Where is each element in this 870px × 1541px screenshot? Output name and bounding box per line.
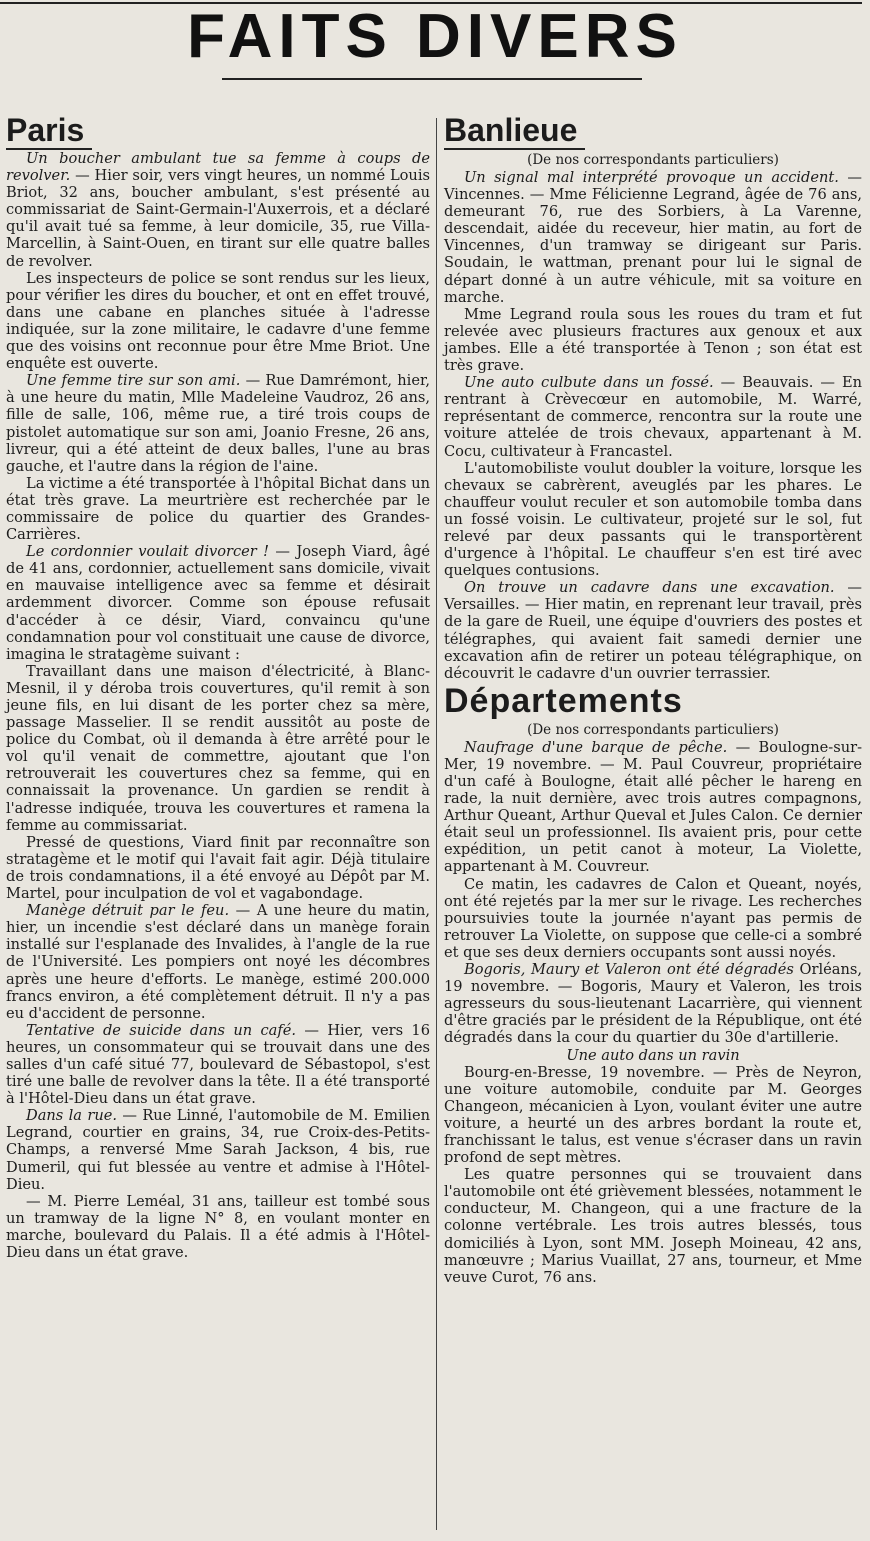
- article-headline: Une auto dans un ravin: [566, 1046, 740, 1064]
- article-text: — Hier, vers 16 heures, un consommateur qui se trouvait dans une des salles d'un café situé 77, boulevard de Sébastopol, s'est tiré une balle de revolver dans la tête. Il a été transporté à l'Hôtel-Dieu dans un état grave.: [6, 1021, 431, 1108]
- article-text: — Vincennes. — Mme Félicienne Legrand, âgée de 76 ans, demeurant 76, rue des Sorbiers, à La Varenne, descendait, aidée du receveur, hier matin, au fort de Vincennes, d'un tramway se dirigeant sur Paris. Soudain, le wattman, prenant pour lui le signal de départ donné à un autre véhicule, mit sa voiture en marche.: [444, 169, 862, 306]
- article-headline: On trouve un cadavre dans une excavation.: [464, 579, 835, 597]
- column-paris: [6, 112, 430, 1261]
- article-paragraph: [6, 1107, 430, 1192]
- masthead-title: FAITS DIVERS: [187, 2, 683, 71]
- article-paragraph: [6, 1193, 430, 1261]
- article-headline: Naufrage d'une barque de pêche.: [464, 738, 728, 756]
- paris-articles: [6, 150, 430, 1261]
- article-paragraph: [444, 876, 862, 961]
- article-text: — Versailles. — Hier matin, en reprenant leur travail, près de la gare de Rueil, une équipe d'ouvriers des postes et télégraphes, qui avaient fait samedi dernier une excavation afin de retirer un poteau télégraphique, on découvrit le cadavre d'un ouvrier terrassier.: [444, 579, 863, 682]
- article-text: Les inspecteurs de police se sont rendus sur les lieux, pour vérifier les dires du boucher, et ont en effet trouvé, dans une cabane en planches située à l'adresse indiquée, sur la zone militaire, le cadavre d'une femme que des voisins ont reconnue pour être Mme Briot. Une enquête est ouverte.: [6, 269, 430, 373]
- article-paragraph: [6, 902, 430, 1022]
- article-headline: Un boucher ambulant tue sa femme à coups de revolver.: [6, 150, 430, 185]
- article-paragraph: [444, 1064, 862, 1167]
- article-text: Ce matin, les cadavres de Calon et Queant, noyés, ont été rejetés par la mer sur le rivage. Les recherches poursuivies toute la journée n'ayant pas permis de retrouver La Violette, on suppose que celle-ci a sombré et que ses deux derniers occupants sont aussi noyés.: [444, 875, 862, 961]
- article-text: La victime a été transportée à l'hôpital Bichat dans un état très grave. La meurtrière est recherchée par le commissaire de police du quartier des Grandes-Carrières.: [6, 474, 430, 544]
- article-text: Les quatre personnes qui se trouvaient dans l'automobile ont été grièvement blessées, notamment le conducteur, M. Changeon, qui a une fracture de la colonne vertébrale. Les trois autres blessés, tous domiciliés à Lyon, sont MM. Joseph Moineau, 42 ans, manœuvre ; Marius Vuaillat, 27 ans, tourneur, et Mme veuve Curot, 76 ans.: [444, 1166, 862, 1286]
- article-headline: Un signal mal interprété provoque un accident.: [464, 169, 839, 186]
- article-text: — Hier soir, vers vingt heures, un nommé Louis Briot, 32 ans, boucher ambulant, s'est présenté au commissariat de Saint-Germain-l'Auxerrois, et a déclaré qu'il avait tué sa femme, à leur domicile, 35, rue Villa-Marcellin, à Saint-Ouen, en tirant sur elle quatre balles de revolver.: [6, 167, 430, 270]
- article-paragraph: [6, 270, 430, 373]
- section-title-paris: Paris: [6, 112, 92, 150]
- article-text: Travaillant dans une maison d'électricité, à Blanc-Mesnil, il y déroba trois couvertures, qu'il remit à son jeune fils, en lui disant de les porter chez sa mère, passage Masselier. Il se rendit aussitôt au poste de police du Combat, où il demanda à être arrêté pour le vol qu'il venait de commettre, ajoutant que l'on retrouverait les couvertures chez sa femme, qui en connaissait la provenance. Un gardien se rendit à l'adresse indiquée, trouva les couvertures et ramena la femme au commissariat.: [6, 662, 430, 834]
- article-text: — Rue Linné, l'automobile de M. Emilien Legrand, courtier en grains, 34, rue Croix-des-Petits-Champs, a renversé Mme Sarah Jackson, 4 bis, rue Dumeril, qui fut blessée au ventre et admise à l'Hôtel-Dieu.: [6, 1107, 430, 1193]
- article-paragraph: [444, 460, 862, 580]
- departements-subtitle: (De nos correspondants particuliers): [527, 721, 779, 738]
- article-paragraph: [444, 739, 862, 876]
- article-text: Bourg-en-Bresse, 19 novembre. — Près de Neyron, une voiture automobile, conduite par M. Georges Changeon, mécanicien à Lyon, voulant éviter une autre voiture, a heurté un des arbres bordant la route et, franchissant le talus, est venue s'écraser dans un ravin profond de sept mètres.: [444, 1063, 862, 1167]
- article-headline: Manège détruit par le feu.: [26, 902, 230, 920]
- article-headline: Une auto culbute dans un fossé.: [464, 374, 714, 392]
- article-paragraph: [6, 150, 430, 270]
- column-separator: [436, 118, 437, 1530]
- article-text: — A une heure du matin, hier, un incendie s'est déclaré dans un manège forain installé sur l'esplanade des Invalides, à l'angle de la rue de l'Université. Les pompiers ont noyé les décombres après une heure d'efforts. Le manège, estimé 200.000 francs environ, a été complètement détruit. Il n'y a pas eu d'accident de personne.: [6, 902, 430, 1022]
- departements-articles: [444, 739, 862, 1286]
- article-headline: Une femme tire sur son ami.: [26, 372, 241, 390]
- article-text: L'automobiliste voulut doubler la voiture, lorsque les chevaux se cabrèrent, aveuglés par les phares. Le chauffeur voulut reculer et son automobile tomba dans un fossé voisin. Le cultivateur, projeté sur le sol, fut relevé par deux passants qui le transportèrent d'urgence à l'hôpital. Le chauffeur s'en est tiré avec quelques contusions.: [444, 459, 862, 580]
- article-text: — M. Pierre Leméal, 31 ans, tailleur est tombé sous un tramway de la ligne N° 8, en voulant monter en marche, boulevard du Palais. Il a été admis à l'Hôtel-Dieu dans un état grave.: [6, 1192, 430, 1261]
- article-paragraph: [444, 306, 862, 374]
- article-headline: Bogoris, Maury et Valeron ont été dégradés: [464, 961, 794, 979]
- article-paragraph: [444, 374, 862, 459]
- article-text: — Joseph Viard, âgé de 41 ans, cordonnier, actuellement sans domicile, vivait en mauvaise intelligence avec sa femme et désirait ardemment divorcer. Comme son épouse refusait d'accéder à ce désir, Viard, convaincu qu'une condamnation pour vol constituait une cause de divorce, imagina le stratagème suivant :: [6, 543, 430, 663]
- section-title-banlieue: Banlieue: [444, 112, 585, 150]
- column-banlieue: [444, 112, 862, 1286]
- article-paragraph: [6, 475, 430, 543]
- article-headline: Le cordonnier voulait divorcer !: [26, 543, 270, 561]
- article-paragraph: [444, 1166, 862, 1286]
- section-title-departements: Départements: [444, 681, 683, 720]
- article-text: — Beauvais. — En rentrant à Crèvecœur en automobile, M. Warré, représentant de commerce, rencontra sur la route une voiture attelée de trois chevaux, appartenant à M. Cocu, cultivateur à Francastel.: [444, 374, 862, 460]
- article-text: — Rue Damrémont, hier, à une heure du matin, Mlle Madeleine Vaudroz, 26 ans, fille de salle, 106, même rue, a tiré trois coups de pistolet automatique sur son ami, Joanio Fresne, 26 ans, livreur, qui a été atteint de deux balles, l'une au bras gauche, et l'autre dans la région de l'aine.: [6, 372, 430, 475]
- article-paragraph: [6, 372, 430, 475]
- article-text: Orléans, 19 novembre. — Bogoris, Maury et Valeron, les trois agresseurs du sous-lieutenant Lacarrière, qui viennent d'être graciés par le président de la République, ont été dégradés dans la cour du quartier du 30e d'artillerie.: [444, 961, 862, 1047]
- article-headline: Dans la rue.: [26, 1107, 118, 1125]
- masthead-rule: [222, 78, 642, 80]
- banlieue-subtitle: (De nos correspondants particuliers): [527, 152, 779, 168]
- article-paragraph: [444, 169, 862, 306]
- article-text: — Boulogne-sur-Mer, 19 novembre. — M. Paul Couvreur, propriétaire d'un café à Boulogne, était allé pêcher le hareng en rade, la nuit dernière, avec trois autres compagnons, Arthur Queant, Arthur Queval et Jules Calon. Ce dernier était seul un professionnel. Ils avaient pris, pour cette expédition, un petit canot à moteur, La Violette, appartenant à M. Couvreur.: [444, 738, 862, 876]
- article-paragraph: [444, 579, 862, 682]
- article-text: Mme Legrand roula sous les roues du tram et fut relevée avec plusieurs fractures aux genoux et aux jambes. Elle a été transportée à Tenon ; son état est très grave.: [444, 305, 862, 375]
- article-paragraph: [6, 663, 430, 834]
- article-headline: Tentative de suicide dans un café.: [26, 1021, 297, 1039]
- banlieue-articles: [444, 169, 862, 682]
- article-paragraph: [6, 834, 430, 902]
- article-paragraph: [444, 1047, 862, 1064]
- article-text: Pressé de questions, Viard finit par reconnaître son stratagème et le motif qui l'avait fait agir. Déjà titulaire de trois condamnations, il a été envoyé au Dépôt par M. Martel, pour inculpation de vol et vagabondage.: [6, 833, 430, 903]
- article-paragraph: [6, 543, 430, 663]
- article-paragraph: [6, 1022, 430, 1107]
- article-paragraph: [444, 961, 862, 1046]
